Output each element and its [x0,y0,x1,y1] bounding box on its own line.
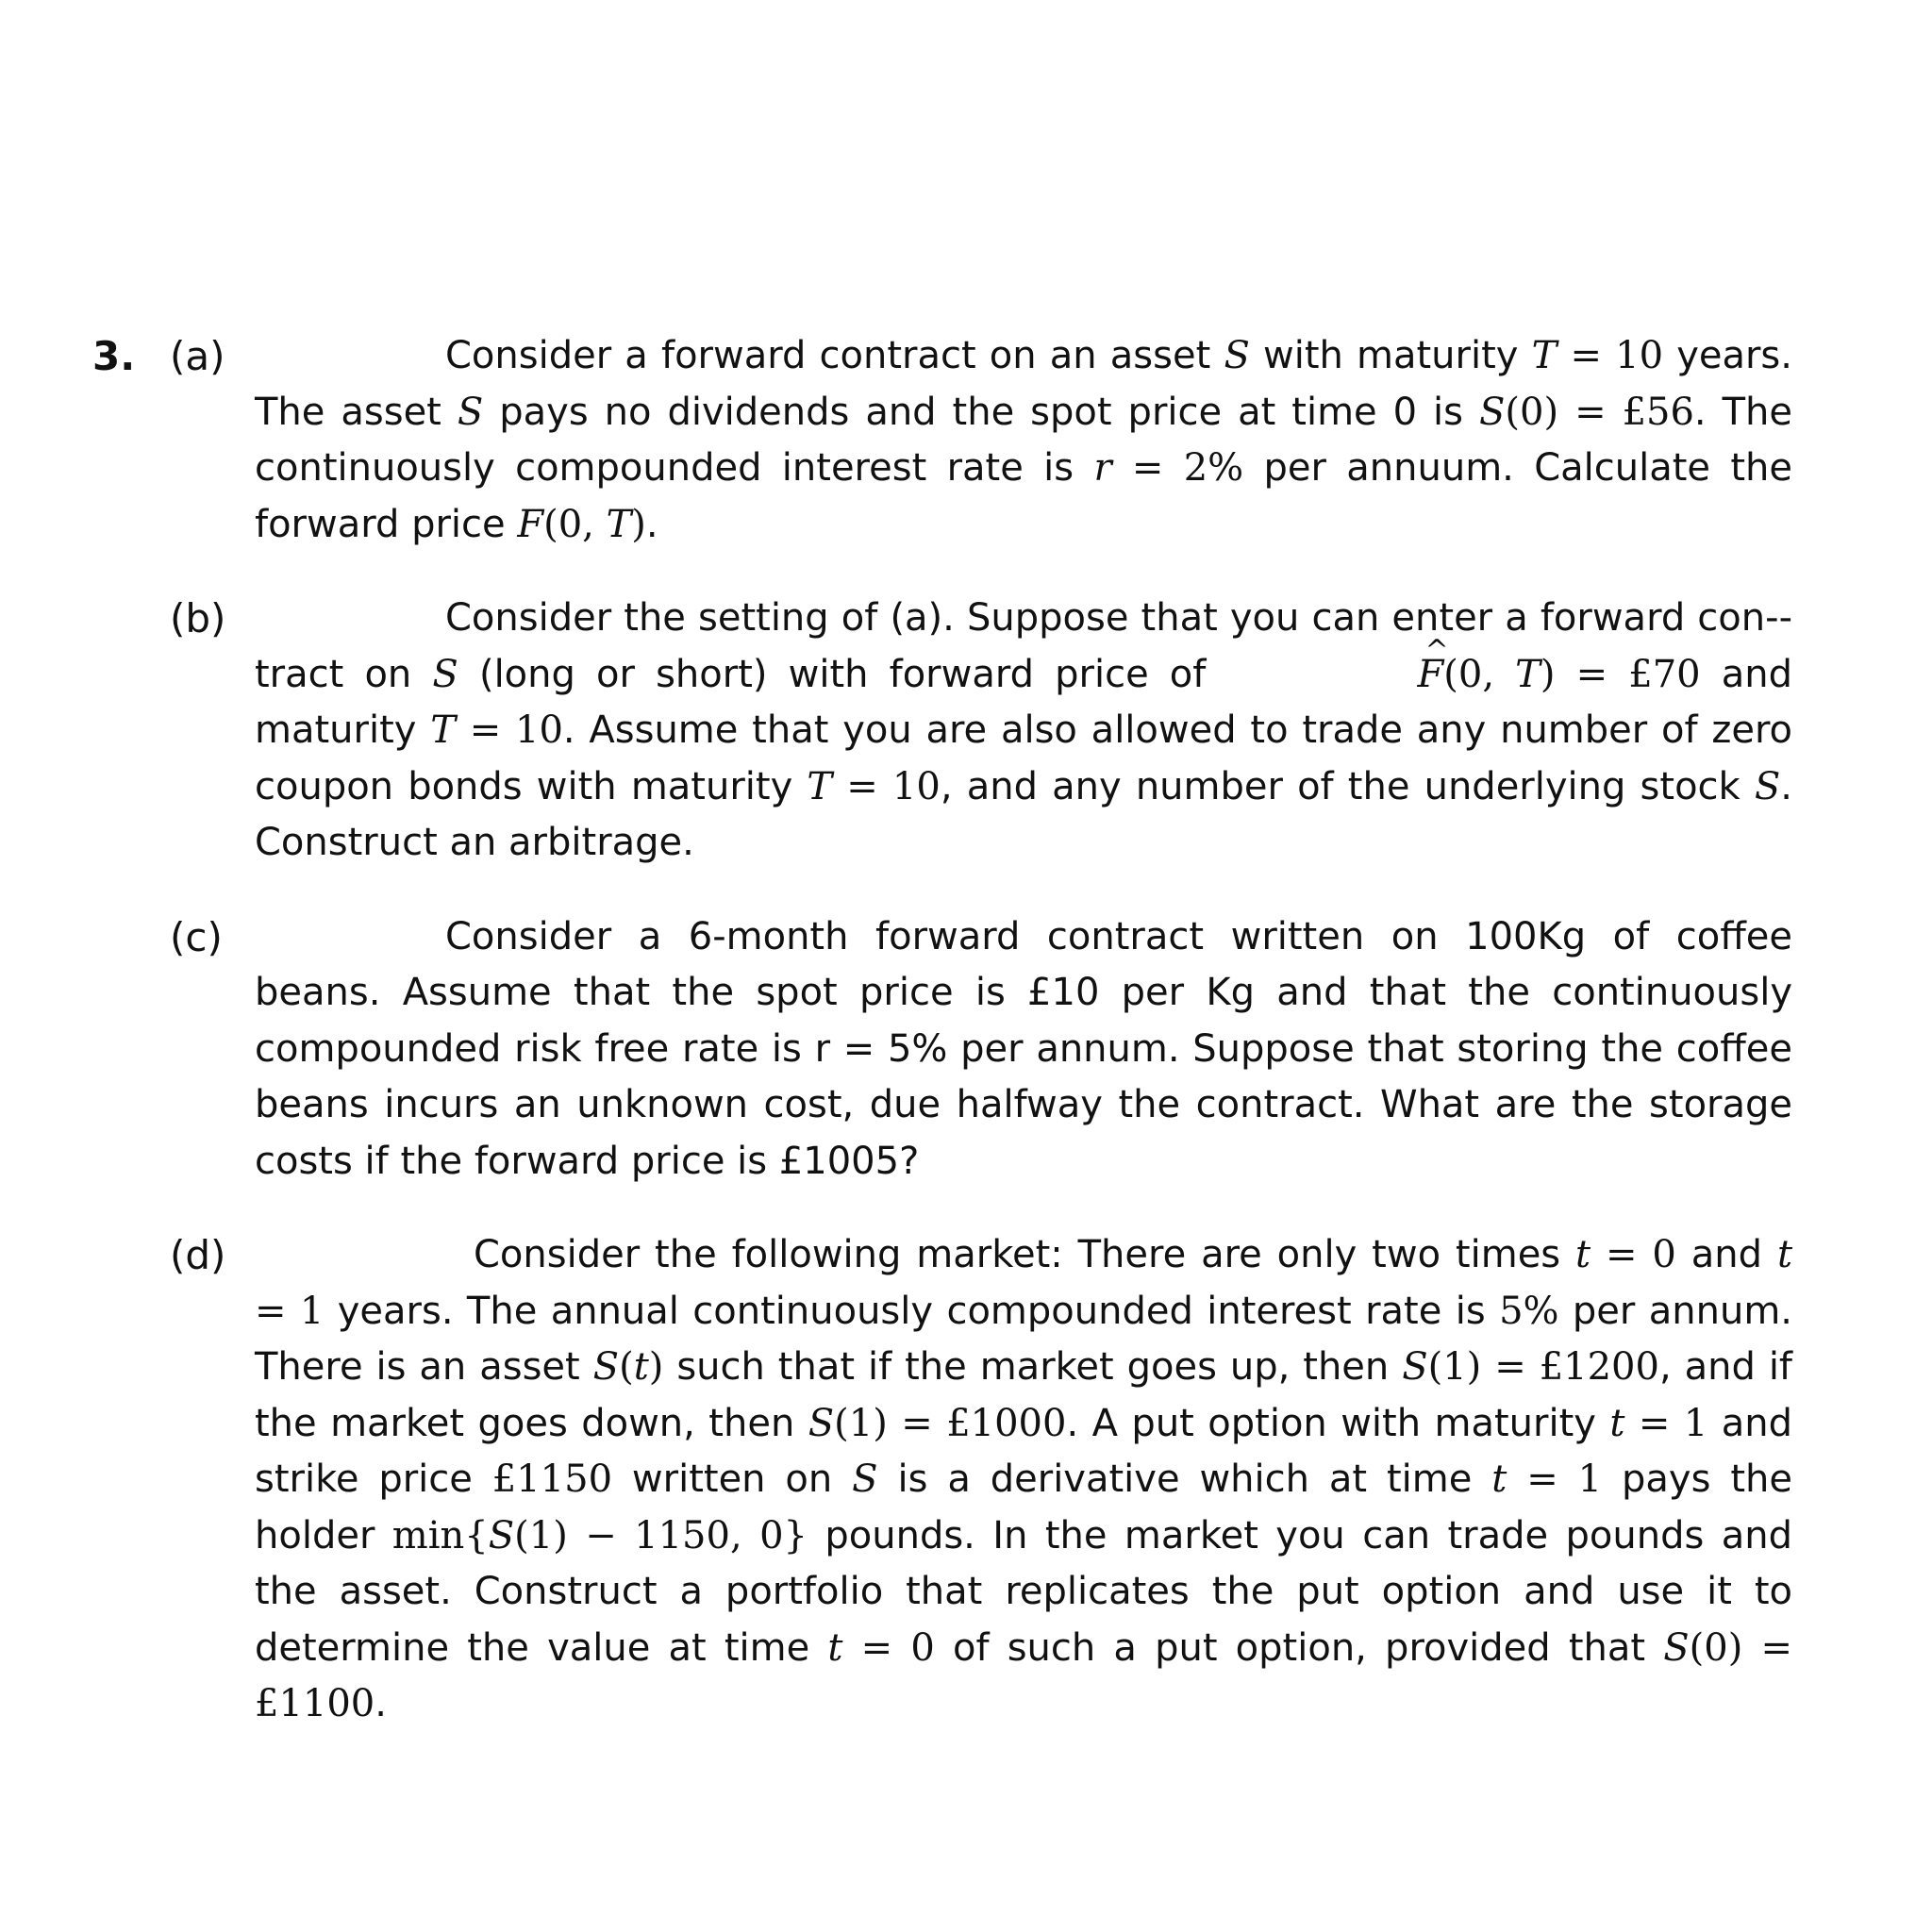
part-b-text: Consider the setting of (a). Suppose that you can enter a forward con-tract on S (long or short) with forward price of ^ F(0, T) = £70 and maturity T = 10. Assume that you are also allowed to trade any number of zero coupon bonds with maturity T = 10, and any number of the underlying stock S. Construct an arbitrage. [255,591,1792,872]
question-3 [92,328,1809,1771]
part-c-label: (c) [170,913,223,960]
part-a-text: Consider a forward contract on an asset S with maturity T = 10 years. The asset S pays no dividends and the spot price at time 0 is S(0) = £56. The continuously compounded interest rate is r = 2% per annuum. Calculate the forward price F(0, T). [255,334,1793,546]
part-c-text: Consider a 6-month forward contract written on 100Kg of coffee beans. Assume that the spot price is £10 per Kg and that the continuously compounded risk free rate is r = 5% per annum. Suppose that storing the coffee beans incurs an unknown cost, due halfway the contract. What are the storage costs if the forward price is £1005? [255,914,1792,1183]
question-number: 3. [92,333,136,379]
f-hat: ^ F [1227,647,1444,704]
part-a [92,328,1809,553]
part-d [92,1227,1809,1733]
part-c [92,909,1809,1191]
part-d-text: Consider the following market: There are only two times t = 0 and t = 1 years. The annual continuously compounded interest rate is 5% per annum. There is an asset S(t) such that if the market goes up, then S(1) = £1200, and if the market goes down, then S(1) = £1000. A put option with maturity t = 1 and strike price £1150 written on S is a derivative which at time t = 1 pays the holder min{S(1) − 1150, 0} pounds. In the market you can trade pounds and the asset. Construct a portfolio that replicates the put option and use it to determine the value at time t = 0 of such a put option, provided that S(0) = £1100. [255,1233,1793,1725]
part-a-label: (a) [170,333,225,379]
part-d-label: (d) [170,1232,226,1278]
part-b-label: (b) [170,595,226,641]
part-b [92,591,1809,872]
